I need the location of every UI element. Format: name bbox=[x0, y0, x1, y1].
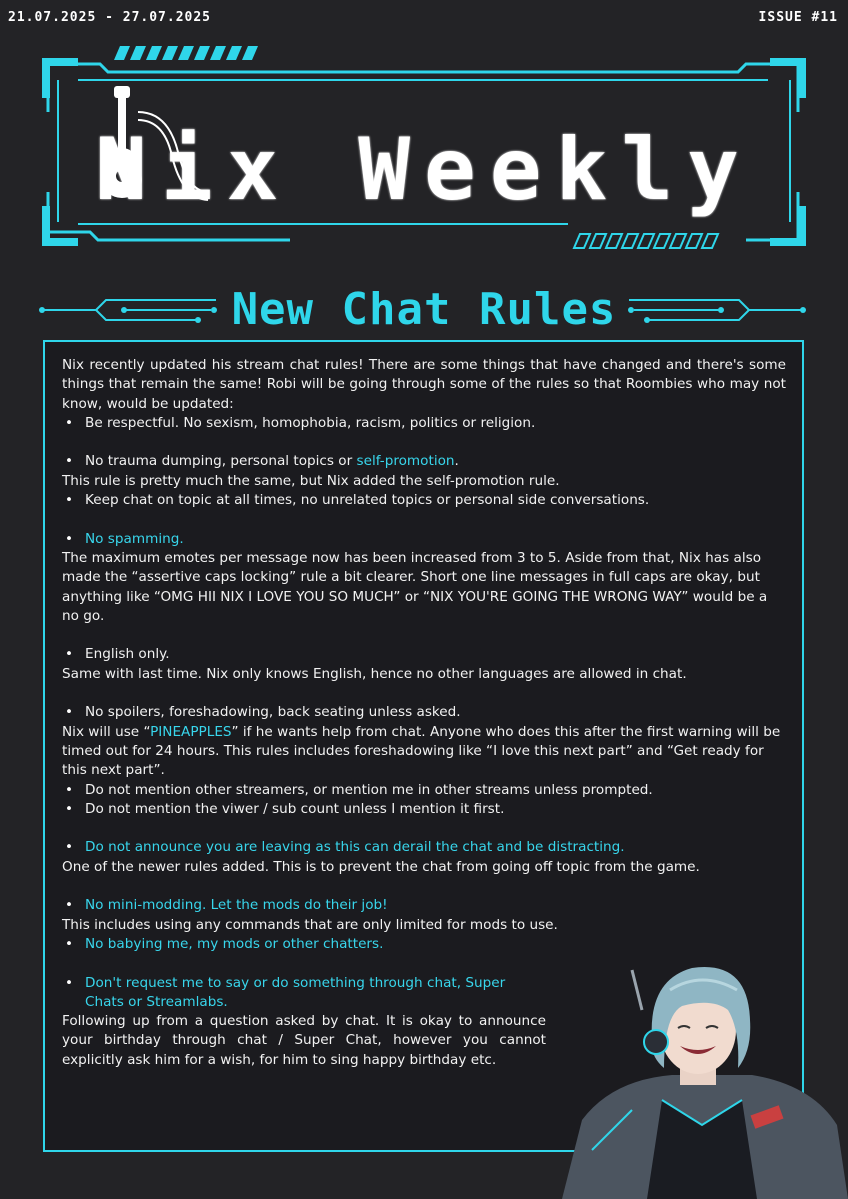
rule-9-block bbox=[62, 838, 786, 877]
character-illustration bbox=[552, 950, 848, 1199]
section-heading-row bbox=[0, 282, 848, 338]
rule-4-note: The maximum emotes per message now has been increased from 3 to 5. Aside from that, Nix has also made the “assertive caps locking” rule a bit clearer. Short one line messages in full caps are okay, but anything like “OMG HII NIX I LOVE YOU SO MUCH” or “NIX YOU'RE GOING THE WRONG WAY” would be a no go. bbox=[62, 549, 768, 624]
rule-2-end: . bbox=[454, 453, 459, 470]
rule-8: • Do not mention the viwer / sub count unless I mention it first. bbox=[62, 800, 786, 819]
rule-12-note: Following up from a question asked by chat. It is okay to announce your birthday through chat / Super Chat, however you cannot explicitly ask him for a wish, for him to sing happy birthday etc. bbox=[62, 1013, 546, 1068]
rule-10-block bbox=[62, 896, 786, 935]
section-title: New Chat Rules bbox=[231, 284, 617, 335]
rule-2-text: No trauma dumping, personal topics or bbox=[85, 453, 357, 470]
rule-4-block bbox=[62, 530, 786, 626]
rule-6-keyword: PINEAPPLES bbox=[150, 723, 232, 740]
rule-5-note: Same with last time. Nix only knows English, hence no other languages are allowed in chat. bbox=[62, 665, 687, 682]
rule-12-block bbox=[62, 974, 546, 1070]
rule-2-highlight: self-promotion bbox=[356, 453, 455, 470]
rule-6-note bbox=[62, 723, 786, 781]
rule-11: • No babying me, my mods or other chatters. bbox=[62, 935, 786, 954]
rule-5-block bbox=[62, 645, 786, 684]
issue-number: ISSUE #11 bbox=[758, 10, 838, 25]
rule-6: • No spoilers, foreshadowing, back seating unless asked. bbox=[62, 703, 786, 722]
masthead bbox=[38, 42, 810, 262]
rule-5: • English only. bbox=[62, 645, 786, 664]
rule-9-note: One of the newer rules added. This is to prevent the chat from going off topic from the game. bbox=[62, 858, 700, 875]
article-intro: Nix recently updated his stream chat rules! There are some things that have changed and there's some things that remain the same! Robi will be going through some of the rules so that Roombies who may not know, would be updated: bbox=[62, 357, 786, 412]
rule-6-note-start: Nix will use “ bbox=[62, 723, 151, 740]
rule-9: • Do not announce you are leaving as this can derail the chat and be distracting. bbox=[62, 838, 786, 857]
rule-2-note: This rule is pretty much the same, but Nix added the self-promotion rule. bbox=[62, 472, 560, 489]
rule-10: • No mini-modding. Let the mods do their job! bbox=[62, 896, 786, 915]
rule-2-block bbox=[62, 452, 786, 491]
rule-1: • Be respectful. No sexism, homophobia, racism, politics or religion. bbox=[62, 414, 786, 433]
rule-6-block bbox=[62, 703, 786, 780]
rule-7: • Do not mention other streamers, or mention me in other streams unless prompted. bbox=[62, 781, 786, 800]
rule-4: • No spamming. bbox=[62, 530, 786, 549]
rule-6-note-end: ” if he wants help from chat. Anyone who does this after the first warning will be timed out for 24 hours. This rules includes foreshadowing like “I love this next part” and “Get ready for this next part”. bbox=[62, 723, 781, 779]
rule-10-note: This includes using any commands that are only limited for mods to use. bbox=[62, 916, 558, 933]
circuit-decoration-right bbox=[624, 292, 809, 328]
rule-3: • Keep chat on topic at all times, no unrelated topics or personal side conversations. bbox=[62, 491, 786, 510]
rule-2 bbox=[62, 452, 786, 471]
rule-12: • Don't request me to say or do something through chat, Super Chats or Streamlabs. bbox=[62, 974, 546, 1013]
top-bar bbox=[0, 10, 848, 30]
issue-date-range: 21.07.2025 - 27.07.2025 bbox=[8, 10, 212, 25]
masthead-title: Nix Weekly bbox=[95, 120, 753, 220]
